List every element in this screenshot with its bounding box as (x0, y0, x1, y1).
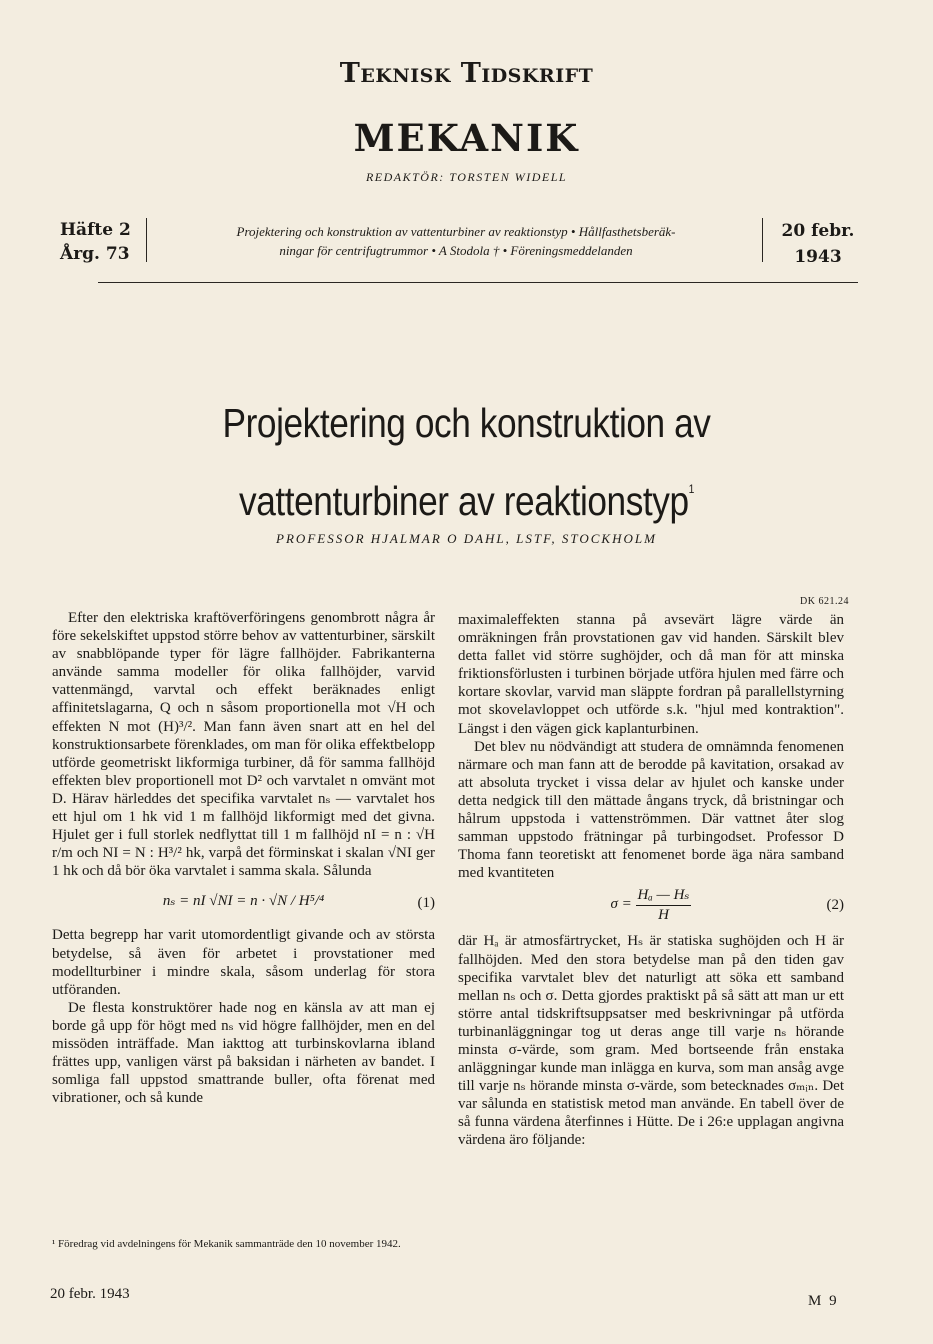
issue-date-year: 1943 (794, 247, 842, 267)
paragraph: maximaleffekten stanna på avsevärt lägre värde än omräkningen från provstationen gav vid handen. Särskilt blev detta fallet vid större sughöjder, och då man för att minska friktionsförlusten i turbinen började utföra hjulen med färre och kortare skovlar, varvid man släppte fordran på parallellstyrning mot skovelavloppet och utförde s.k. "hjul med kontraktion". Längst i den vägen gick kaplanturbinen. (458, 612, 844, 737)
article-title-line: vattenturbiner av reaktionstyp (239, 478, 689, 524)
equation-number: (1) (417, 895, 435, 912)
equation-number: (2) (826, 897, 844, 914)
divider-left (146, 218, 147, 262)
table-of-contents (160, 222, 752, 260)
paragraph: Det blev nu nödvändigt att studera de omnämnda fenomenen närmare och man fann att de berodde på kavitation, orsakad av att absoluta trycket i vissa delar av hjulet och kanske under detta nedgick till den mättade ångans tryck, då bristningar och hålrum uppstoda i vattenströmmen. Där vattnet åter slog samman uppstodo frätningar på turbingodset. Professor D Thoma fann teoretiskt att fenomenet borde äga nära samband med kvantiteten (458, 738, 844, 882)
journal-title: Teknisk Tidskrift (339, 58, 594, 89)
article-author: PROFESSOR HJALMAR O DAHL, LSTF, STOCKHOLM (276, 531, 657, 546)
issue-number: Häfte 2 (60, 220, 131, 240)
equation-body: nₛ = nI √NI = n · √N / H⁵/⁴ (162, 893, 325, 910)
divider-right (762, 218, 763, 262)
header-rule (98, 282, 858, 283)
footer-date: 20 febr. 1943 (50, 1286, 130, 1302)
issue-date (778, 218, 858, 270)
paragraph: Detta begrepp har varit utomordentligt givande och av största betydelse, så även för arbetet i provstationer med modellturbiner i mindre skala, såsom underlag för stora utföranden. (52, 927, 435, 998)
equation-fraction (636, 886, 692, 923)
right-column (458, 611, 844, 1150)
page-number: M 9 (808, 1293, 839, 1309)
issue-info (60, 218, 131, 266)
equation-2 (458, 882, 844, 932)
title-footnote-mark: 1 (688, 482, 694, 496)
toc-line: ningar för centrifugtrummor • A Stodola † • Föreningsmeddelanden (279, 243, 633, 258)
article-title-line: Projektering och konstruktion av (222, 400, 711, 446)
paragraph: där Hₐ är atmosfärtrycket, Hₛ är statiska sughöjden och H är fallhöjden. Med den stora betydelse man på den tiden gav specifika varvtalet blev det naturligt att söka ett samband mellan nₛ och σ. Detta gjordes praktiskt på så sätt att man ur ett större antal tidskriftsuppsatser med beskrivningar på utförda turbinanläggningar tog ut deras ange till varje nₛ hörande minsta σ-värde, som gram. Med bortseende från enstaka anläggningar kunde man inlägga en kurva, som man ansåg avge till varje nₛ hörande minsta σ-värde, som betecknades σₘᵢₙ. Det var sålunda en statistisk metod man använde. En tabell över de så funna värdena återfinnes i Hütte. De i 26:e upplagan angivna värdena äro följande: (458, 933, 844, 1149)
issue-date-day: 20 febr. (781, 221, 855, 241)
equation-lhs: σ = (610, 896, 632, 913)
paragraph: De flesta konstruktörer hade nog en känsla av att man ej borde gå upp för högt med nₛ vid högre fallhöjder, men en del missöden inträffade. Man iakttog att turbinskovlarna ibland frättes upp, vanligen värst på baksidan i närheten av bandet. I somliga fall uppstod smattrande buller, ofta förenat med vibrationer, och så kunde (52, 999, 435, 1107)
volume-year: Årg. 73 (60, 244, 130, 264)
editor-line: REDAKTÖR: TORSTEN WIDELL (365, 170, 568, 184)
footnote: ¹ Föredrag vid avdelningens för Mekanik sammanträde den 10 november 1942. (52, 1238, 401, 1250)
section-title: MEKANIK (353, 116, 580, 160)
paragraph: Efter den elektriska kraftöverföringens genombrott några år före sekelskiftet uppstod större behov av vattenturbiner, särskilt av snabblöpande typer för lägre fallhöjder. Fabrikanterna använde samma modeller för olika fallhöjder, varvid vattenmängd, varvtal och effekt beräknades enligt affinitetslagarna, Q och n såsom proportionella mot √H och effekten N mot (H)³/². Man fann även snart att en hel del konstruktionsarbete förenklades, om man för olika effektbelopp utförde geometriskt likformiga turbiner, då för samma fallhöjd effekten blev proportionell mot D² och varvtalet n omvänt mot D. Härav härleddes det specifika varvtalet nₛ — varvtalet hos ett hjul om 1 hk vid 1 m fallhöjd likformigt med det givna. Hjulet ger i full storlek nedflyttat till 1 m fallhöjd nI = n : √H r/m och NI = N : H³/² hk, varpå det förminskat i skalan √NI ger 1 hk och då bör öka varvtalet i samma skala. Sålunda (52, 610, 435, 880)
dk-classification: DK 621.24 (800, 596, 849, 607)
fraction-denominator: H (658, 906, 669, 923)
article-title (65, 390, 867, 534)
fraction-numerator: Hₐ — Hₛ (636, 886, 692, 905)
toc-line: Projektering och konstruktion av vattenturbiner av reaktionstyp • Hållfasthetsberäk- (236, 224, 676, 239)
equation-1 (52, 880, 435, 926)
left-column (52, 609, 435, 1107)
